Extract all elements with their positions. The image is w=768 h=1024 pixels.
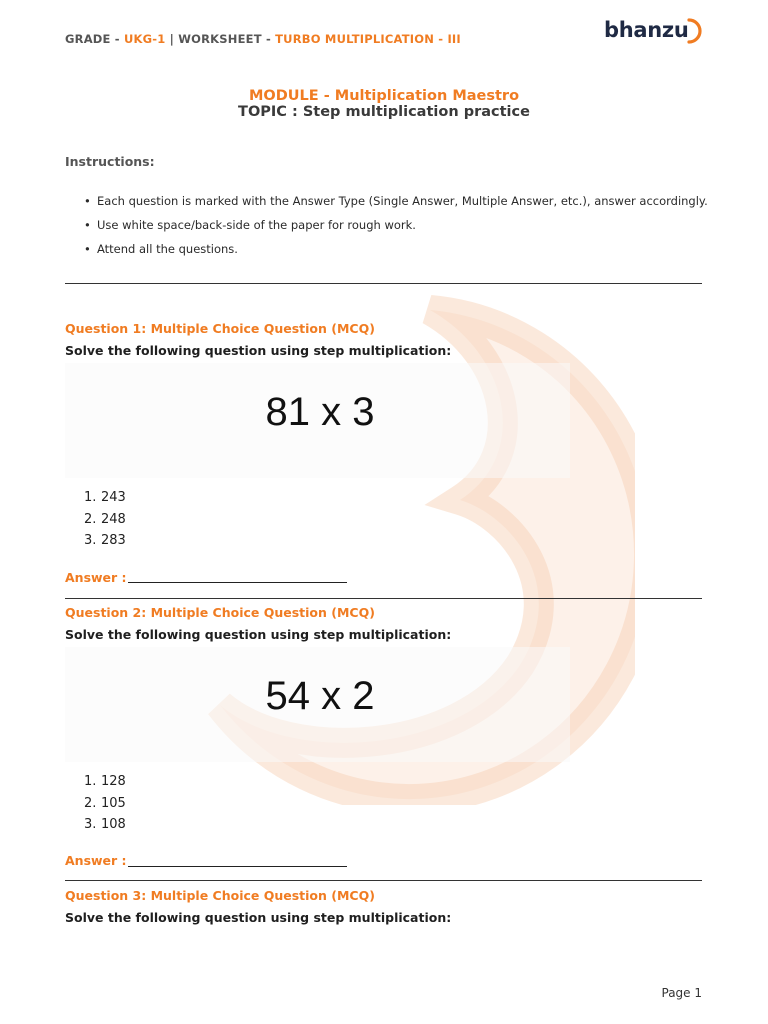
- question-1-expression: 81 x 3: [265, 390, 375, 434]
- instruction-item: • Use white space/back-side of the paper for rough work.: [84, 218, 416, 232]
- option-item[interactable]: 2. 248: [84, 511, 126, 527]
- question-2-prompt: Solve the following question using step multiplication:: [65, 627, 452, 642]
- question-2-options: [84, 771, 126, 836]
- question-2-answer-field[interactable]: [128, 866, 347, 867]
- worksheet-header: [65, 32, 461, 46]
- option-item[interactable]: 2. 105: [84, 795, 126, 811]
- instructions-list: [83, 192, 708, 264]
- logo-text: bhanzu: [604, 18, 689, 42]
- divider: [65, 880, 702, 881]
- topic-title: TOPIC : Step multiplication practice: [238, 104, 530, 120]
- worksheet-value: TURBO MULTIPLICATION - III: [275, 32, 461, 46]
- question-1-heading: Question 1: Multiple Choice Question (MCQ): [65, 321, 375, 336]
- question-1-prompt: Solve the following question using step multiplication:: [65, 343, 452, 358]
- option-item[interactable]: 1. 243: [84, 490, 126, 505]
- question-3-heading: Question 3: Multiple Choice Question (MCQ): [65, 888, 375, 903]
- question-1-answer-field[interactable]: [128, 582, 347, 583]
- bhanzu-logo: [604, 14, 702, 46]
- instruction-item: • Attend all the questions.: [84, 242, 238, 256]
- question-2-answer-label: Answer :: [65, 853, 127, 868]
- instruction-item: • Each question is marked with the Answer Type (Single Answer, Multiple Answer, etc.), answer accordingly.: [84, 194, 708, 208]
- divider: [65, 598, 702, 599]
- option-item[interactable]: 3. 108: [84, 817, 126, 832]
- page-number: Page 1: [661, 986, 702, 1000]
- question-1-answer-label: Answer :: [65, 570, 127, 585]
- question-1-options: [84, 487, 126, 552]
- question-2-heading: Question 2: Multiple Choice Question (MCQ): [65, 605, 375, 620]
- divider: [65, 283, 702, 284]
- module-title: MODULE - Multiplication Maestro: [248, 88, 520, 104]
- grade-value: UKG-1: [123, 32, 166, 46]
- grade-label: GRADE -: [65, 32, 124, 46]
- option-item[interactable]: 3. 283: [84, 533, 126, 548]
- bhanzu-arc-icon: [686, 17, 702, 45]
- question-3-prompt: Solve the following question using step multiplication:: [65, 910, 452, 925]
- option-item[interactable]: 1. 128: [84, 774, 126, 789]
- instructions-label: Instructions:: [65, 154, 155, 169]
- question-2-expression: 54 x 2: [265, 674, 375, 718]
- worksheet-label: WORKSHEET -: [178, 32, 276, 46]
- header-separator: |: [165, 32, 179, 46]
